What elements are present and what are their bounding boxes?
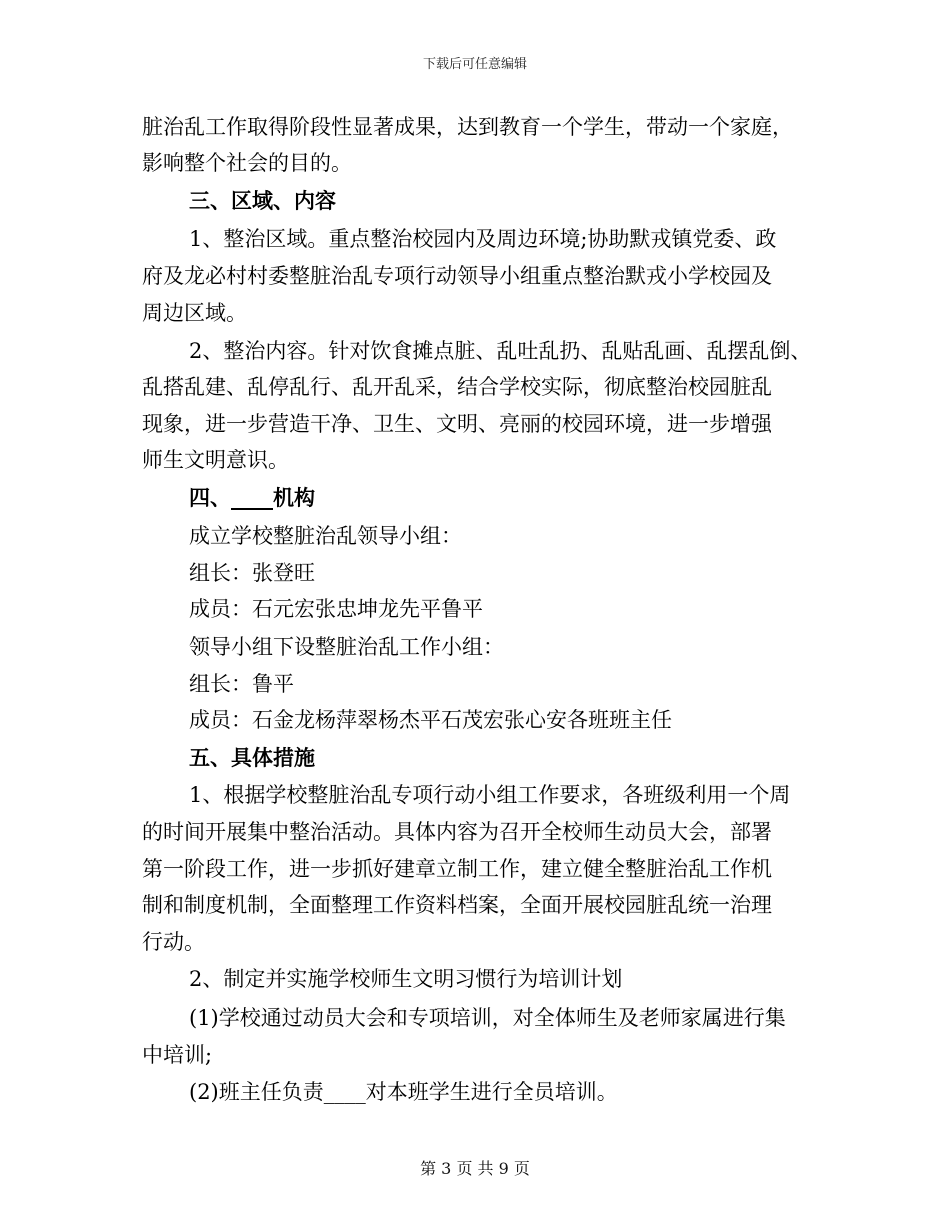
- body-line: (1)学校通过动员大会和专项培训，对全体师生及老师家属进行集: [189, 1006, 786, 1030]
- page-footer: 第 3 页 共 9 页: [420, 1159, 530, 1178]
- body-line: 2、制定并实施学校师生文明习惯行为培训计划: [189, 967, 623, 991]
- body-line: 的时间开展集中整治活动。具体内容为召开全校师生动员大会，部署: [142, 820, 772, 844]
- body-line: 组长：张登旺: [189, 561, 315, 585]
- body-line: 成立学校整脏治乱领导小组：: [189, 524, 462, 548]
- section-heading: 四、____机构: [189, 485, 315, 510]
- body-line: 周边区域。: [142, 301, 247, 325]
- body-line: 第一阶段工作，进一步抓好建章立制工作，建立健全整脏治乱工作机: [142, 857, 772, 881]
- body-line: 组长：鲁平: [189, 672, 294, 696]
- body-line: 行动。: [142, 930, 205, 954]
- body-line: 领导小组下设整脏治乱工作小组：: [189, 635, 504, 659]
- body-line: 影响整个社会的目的。: [142, 151, 352, 175]
- body-line: 现象，进一步营造干净、卫生、文明、亮丽的校园环境，进一步增强: [142, 412, 772, 436]
- body-line: 2、整治内容。针对饮食摊点脏、乱吐乱扔、乱贴乱画、乱摆乱倒、: [189, 339, 812, 363]
- page-header: 下载后可任意编辑: [422, 57, 527, 72]
- body-line: 脏治乱工作取得阶段性显著成果，达到教育一个学生，带动一个家庭，: [142, 115, 793, 139]
- body-line: 成员：石元宏张忠坤龙先平鲁平: [189, 597, 483, 621]
- body-line: (2)班主任负责____对本班学生进行全员培训。: [189, 1080, 618, 1104]
- section-heading: 五、具体措施: [189, 745, 315, 770]
- body-line: 制和制度机制，全面整理工作资料档案，全面开展校园脏乱统一治理: [142, 893, 772, 917]
- body-line: 师生文明意识。: [142, 448, 289, 472]
- body-line: 中培训;: [142, 1043, 213, 1067]
- body-line: 1、根据学校整脏治乱专项行动小组工作要求，各班级利用一个周: [189, 783, 791, 807]
- body-line: 1、整治区域。重点整治校园内及周边环境;协助默戎镇党委、政: [189, 227, 777, 251]
- section-heading: 三、区域、内容: [189, 188, 336, 213]
- body-line: 成员：石金龙杨萍翠杨杰平石茂宏张心安各班班主任: [189, 708, 672, 732]
- body-line: 府及龙必村村委整脏治乱专项行动领导小组重点整治默戎小学校园及: [142, 264, 772, 288]
- body-line: 乱搭乱建、乱停乱行、乱开乱采，结合学校实际，彻底整治校园脏乱: [142, 375, 772, 399]
